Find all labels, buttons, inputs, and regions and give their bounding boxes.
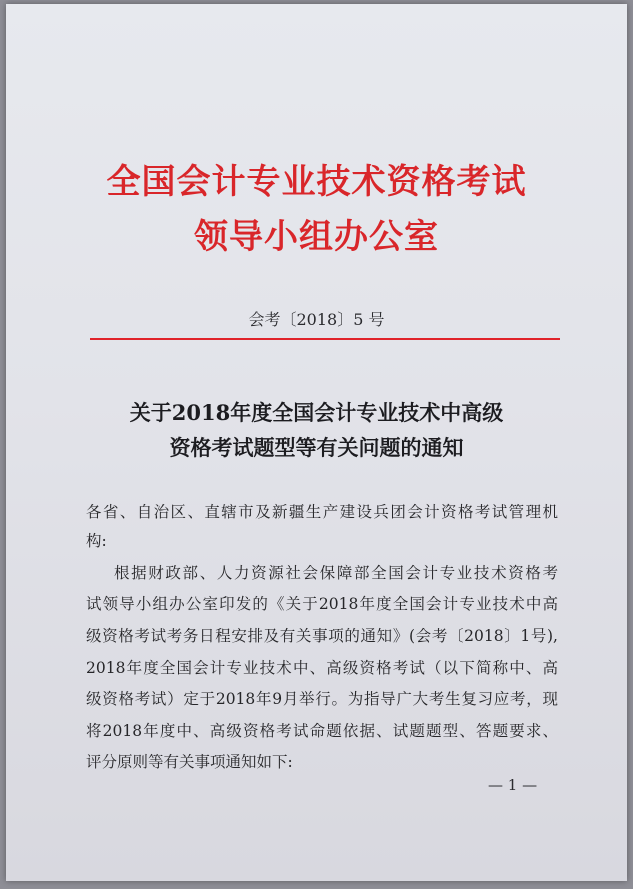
red-separator-line (90, 338, 560, 340)
body-paragraph-line: 级资格考试）定于2018年9月举行。为指导广大考生复习应考，现 (86, 690, 558, 708)
notice-title-line1: 关于2018年度全国会计专业技术中高级 (129, 400, 504, 425)
issuing-office-name-line2: 领导小组办公室 (194, 217, 439, 257)
body-paragraph-line: 根据财政部、人力资源社会保障部全国会计专业技术资格考 (114, 564, 558, 582)
addressee-line-end: 构: (86, 532, 107, 550)
body-paragraph-line: 2018年度全国会计专业技术中、高级资格考试（以下简称中、高 (86, 659, 558, 677)
addressee-line: 各省、自治区、直辖市及新疆生产建设兵团会计资格考试管理机 (86, 503, 558, 521)
body-paragraph-line: 将2018年度中、高级资格考试命题依据、试题题型、答题要求、 (86, 722, 558, 740)
body-paragraph-line: 级资格考试考务日程安排及有关事项的通知》(会考〔2018〕1号), (86, 627, 558, 645)
document-number: 会考〔2018〕5 号 (248, 310, 385, 329)
body-paragraph-line-end: 评分原则等有关事项通知如下: (86, 753, 293, 771)
body-paragraph-line: 试领导小组办公室印发的《关于2018年度全国会计专业技术中高 (86, 595, 558, 613)
notice-title-line2: 资格考试题型等有关问题的通知 (169, 435, 464, 460)
document-page (6, 4, 627, 881)
page-number: — 1 — (488, 776, 538, 794)
issuing-office-name-line1: 全国会计专业技术资格考试 (106, 162, 527, 202)
